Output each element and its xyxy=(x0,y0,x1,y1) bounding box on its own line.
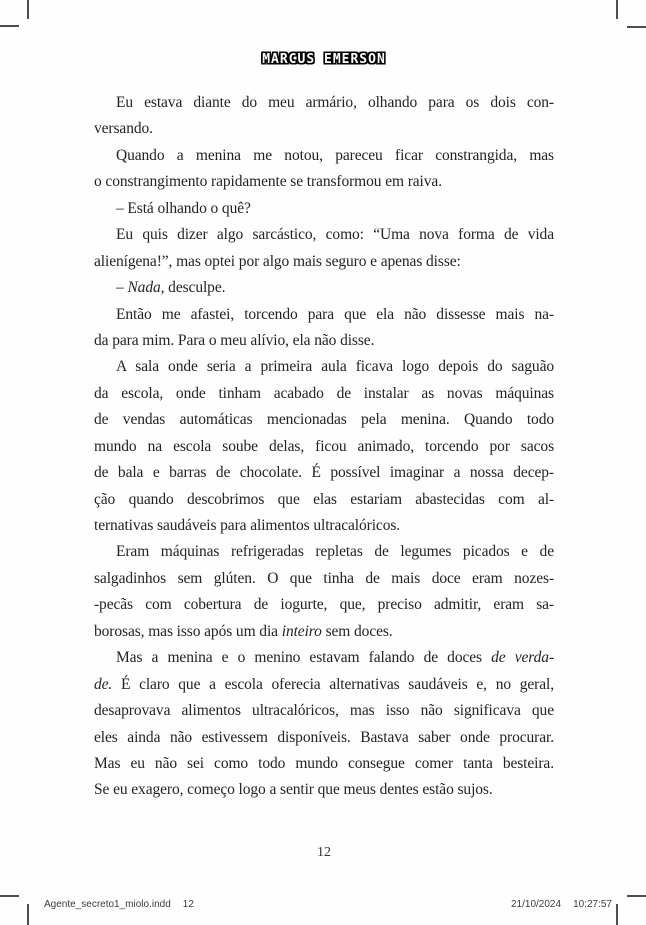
footer-file-name: Agente_secreto1_miolo.indd xyxy=(44,899,171,910)
text-segment: A sala onde seria a primeira aula ficava logo depois do saguão xyxy=(116,358,554,376)
text-line xyxy=(94,302,554,328)
text-segment-italic: de verda- xyxy=(491,649,555,667)
text-segment: mundo na escola soube delas, ficou animado, torcendo por sacos xyxy=(94,437,554,455)
text-segment: Então me afastei, torcendo para que ela não dissesse mais na- xyxy=(116,305,554,323)
text-segment: alienígena!”, mas optei por algo mais seguro e apenas disse: xyxy=(94,252,461,270)
text-line xyxy=(94,592,554,618)
text-line xyxy=(94,196,554,222)
text-line xyxy=(94,90,554,116)
text-line xyxy=(94,222,554,248)
footer-slug-right xyxy=(511,899,612,910)
text-line xyxy=(94,539,554,565)
text-line xyxy=(94,777,554,803)
text-segment: -pecãs com cobertura de iogurte, que, preciso admitir, eram sa- xyxy=(94,596,554,614)
text-segment: – Está olhando o quê? xyxy=(116,199,251,217)
text-segment: da para mim. Para o meu alívio, ela não disse. xyxy=(94,331,375,349)
text-segment: da escola, onde tinham acabado de instalar as novas máquinas xyxy=(94,384,554,402)
text-segment: ção quando descobrimos que elas estariam abastecidas com al- xyxy=(94,490,554,508)
text-line xyxy=(94,381,554,407)
page-number: 12 xyxy=(317,845,331,860)
crop-mark-bottom-right-horizontal xyxy=(627,895,646,897)
crop-mark-top-right-horizontal xyxy=(627,26,646,28)
text-segment: o constrangimento rapidamente se transformou em raiva. xyxy=(94,173,442,191)
text-segment: – xyxy=(116,279,128,297)
text-line xyxy=(94,487,554,513)
text-line xyxy=(94,169,554,195)
text-line xyxy=(94,645,554,671)
text-line xyxy=(94,249,554,275)
text-segment: Eram máquinas refrigeradas repletas de legumes picados e de xyxy=(116,543,554,561)
text-segment: Eu estava diante do meu armário, olhando para os dois con- xyxy=(116,94,554,111)
text-segment: sem doces. xyxy=(321,622,393,640)
text-segment: eles ainda não estivessem disponíveis. Bastava saber onde procurar. xyxy=(94,728,554,746)
crop-mark-bottom-left-vertical xyxy=(27,904,29,925)
crop-mark-bottom-left-horizontal xyxy=(0,895,19,897)
text-segment: salgadinhos sem glúten. O que tinha de mais doce eram nozes- xyxy=(94,569,554,587)
text-segment: Quando a menina me notou, pareceu ficar constrangida, mas xyxy=(116,146,554,164)
text-segment-italic: inteiro xyxy=(281,622,322,640)
footer-file-page: 12 xyxy=(182,899,194,910)
text-segment: de bala e barras de chocolate. É possível imaginar a nossa decep- xyxy=(94,464,554,482)
text-line xyxy=(94,460,554,486)
crop-mark-top-left-horizontal xyxy=(0,25,19,27)
text-segment-italic: Nada, xyxy=(127,279,165,297)
text-line xyxy=(94,513,554,539)
footer-date: 21/10/2024 xyxy=(511,899,562,910)
text-line xyxy=(94,407,554,433)
crop-mark-top-right-vertical xyxy=(616,0,618,19)
text-line xyxy=(94,725,554,751)
text-line xyxy=(94,275,554,301)
text-segment: desculpe. xyxy=(164,279,226,297)
text-line xyxy=(94,143,554,169)
text-line xyxy=(94,434,554,460)
text-segment: Eu quis dizer algo sarcástico, como: “Uma nova forma de vida xyxy=(116,226,554,244)
footer-time: 10:27:57 xyxy=(573,899,612,910)
text-segment: Mas a menina e o menino estavam falando de doces xyxy=(116,649,492,667)
footer-slug-left xyxy=(44,899,194,910)
text-line xyxy=(94,566,554,592)
text-segment: É claro que a escola oferecia alternativas saudáveis e, no geral, xyxy=(112,675,554,693)
text-segment: Mas eu não sei como todo mundo consegue comer tanta besteira. xyxy=(94,754,554,772)
page-body xyxy=(94,90,554,804)
text-line xyxy=(94,698,554,724)
text-segment: Se eu exagero, começo logo a sentir que meus dentes estão sujos. xyxy=(94,781,493,799)
text-segment: versando. xyxy=(94,120,153,138)
text-line xyxy=(94,328,554,354)
running-header: MARCUS EMERSON xyxy=(262,52,386,67)
text-segment: ternativas saudáveis para alimentos ultracalóricos. xyxy=(94,517,401,534)
text-segment: desaprovava alimentos ultracalóricos, mas isso não significava que xyxy=(94,702,554,720)
text-line xyxy=(94,354,554,380)
text-line xyxy=(94,751,554,777)
crop-mark-top-left-vertical xyxy=(27,0,29,19)
text-line xyxy=(94,116,554,142)
text-segment: de vendas automáticas mencionadas pela menina. Quando todo xyxy=(94,411,554,429)
text-segment-italic: de. xyxy=(94,675,113,693)
text-segment: borosas, mas isso após um dia xyxy=(94,622,282,640)
text-line xyxy=(94,619,554,645)
crop-mark-bottom-right-vertical xyxy=(616,904,618,925)
text-line xyxy=(94,672,554,698)
